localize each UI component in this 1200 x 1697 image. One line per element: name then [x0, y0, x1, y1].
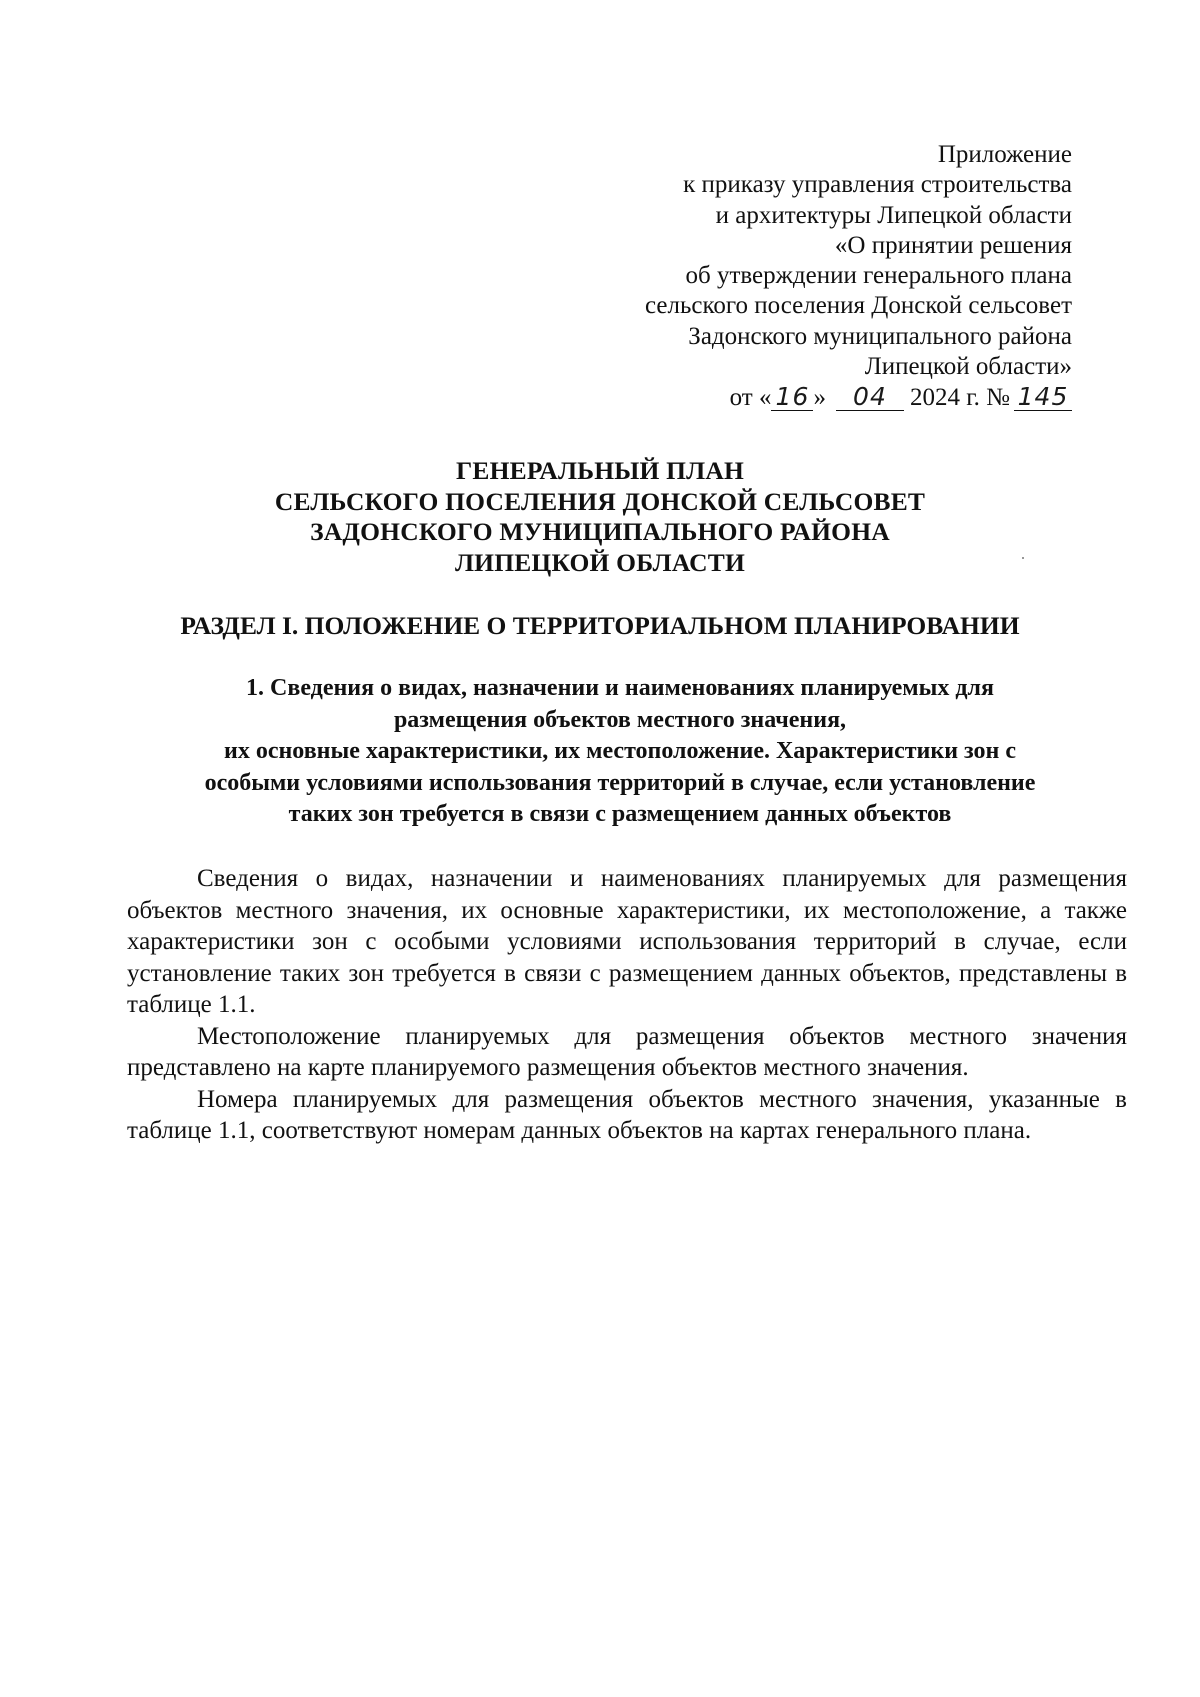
- handwritten-order-number: 145: [1014, 384, 1072, 411]
- subsection-line: 1. Сведения о видах, назначении и наименованиях планируемых для: [246, 675, 994, 701]
- appendix-line: Задонского муниципального района: [688, 322, 1072, 350]
- date-year-number-label: 2024 г. №: [909, 384, 1010, 412]
- appendix-line: сельского поселения Донской сельсовет: [645, 292, 1072, 320]
- section-heading: РАЗДЕЛ I. ПОЛОЖЕНИЕ О ТЕРРИТОРИАЛЬНОМ ПЛАНИРОВАНИИ: [180, 611, 1020, 640]
- subsection-line: таких зон требуется в связи с размещением данных объектов: [288, 801, 952, 827]
- paragraph-text: Местоположение планируемых для размещения объектов местного значения представлено на карте планируемого размещения объектов местного значения.: [127, 1022, 1127, 1081]
- subsection-line: размещения объектов местного значения,: [393, 706, 847, 733]
- appendix-line: об утверждении генерального плана: [685, 262, 1072, 290]
- handwritten-day: 16: [771, 384, 813, 411]
- body-paragraph: [127, 1021, 1127, 1084]
- appendix-line: «О принятии решения: [834, 231, 1072, 259]
- appendix-line: и архитектуры Липецкой области: [715, 201, 1072, 229]
- appendix-block: [512, 140, 1072, 414]
- scan-speck: [1022, 557, 1024, 559]
- handwritten-month: 04: [836, 384, 904, 411]
- date-quote-close: »: [813, 384, 826, 412]
- subsection-heading: [130, 673, 1110, 831]
- subsection-line: особыми условиями использования территорий в случае, если установление: [204, 769, 1036, 796]
- title-line: ЛИПЕЦКОЙ ОБЛАСТИ: [454, 547, 746, 577]
- title-line: СЕЛЬСКОГО ПОСЕЛЕНИЯ ДОНСКОЙ СЕЛЬСОВЕТ: [274, 486, 926, 516]
- order-date-line: [512, 383, 1072, 413]
- paragraph-text: Сведения о видах, назначении и наименованиях планируемых для размещения объектов местного значения, их основные характеристики, их местоположение, а также характеристики зон с особыми условиями использования территорий в случае, если установление таких зон требуется в связи с размещением данных объектов, представлены в таблице 1.1.: [127, 865, 1127, 1018]
- appendix-line: к приказу управления строительства: [683, 171, 1072, 199]
- subsection-line: их основные характеристики, их местоположение. Характеристики зон с: [224, 738, 1016, 764]
- appendix-line: Липецкой области»: [864, 353, 1072, 381]
- body-text: [127, 863, 1127, 1147]
- date-prefix: от «: [729, 384, 772, 412]
- body-paragraph: [127, 1084, 1127, 1147]
- title-line: ГЕНЕРАЛЬНЫЙ ПЛАН: [455, 456, 745, 485]
- body-paragraph: [127, 863, 1127, 1021]
- paragraph-text: Номера планируемых для размещения объектов местного значения, указанные в таблице 1.1, соответствуют номерам данных объектов на картах генерального плана.: [127, 1085, 1127, 1144]
- document-title: [100, 456, 1100, 578]
- title-line: ЗАДОНСКОГО МУНИЦИПАЛЬНОГО РАЙОНА: [310, 517, 890, 546]
- appendix-line: Приложение: [937, 141, 1072, 168]
